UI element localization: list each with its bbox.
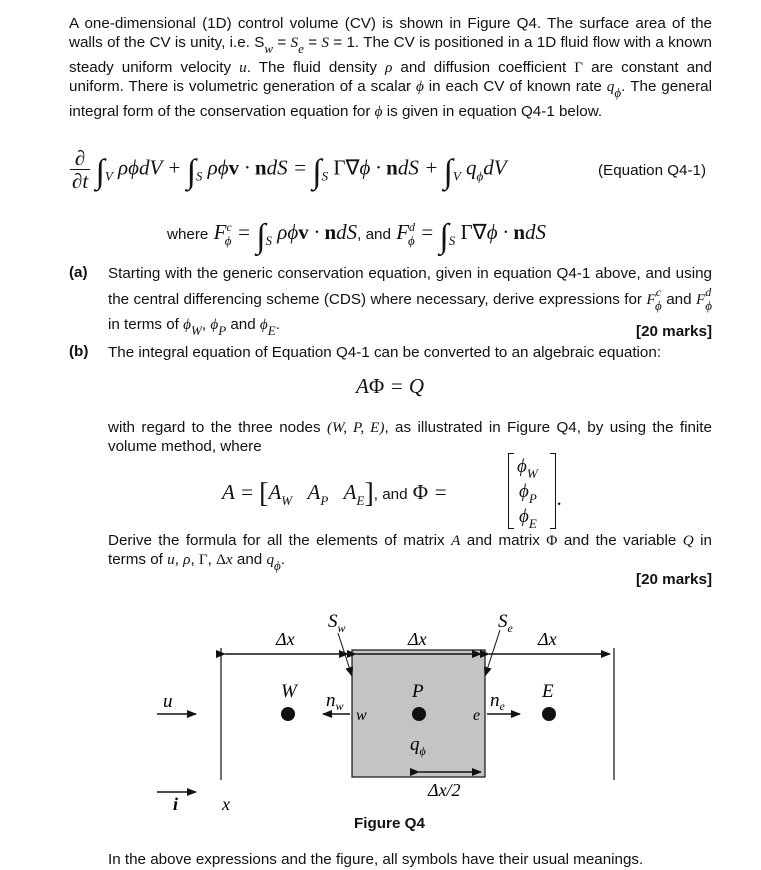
- velocity-label: u: [163, 691, 173, 712]
- node-p-label: P: [412, 681, 424, 702]
- dx-left-label: Δx: [276, 629, 295, 649]
- source-label: $q_\phi$: [410, 734, 426, 758]
- dx-right-label: Δx: [538, 629, 557, 649]
- part-b-derive-text: Derive the formula for all the elements of matrix A and matrix Φ and the variable Q in terms of u, ρ, Γ, Δx and qϕ.: [108, 532, 712, 573]
- part-b-nodes-text: with regard to the three nodes (W, P, E), as illustrated in Figure Q4, by using the finite volume method, where: [108, 419, 712, 455]
- algebraic-equation: AΦ = Q: [356, 374, 425, 398]
- figure-q4: [0, 600, 761, 840]
- footer-note: In the above expressions and the figure, all symbols have their usual meanings.: [108, 851, 644, 868]
- half-dx-label: Δx/2: [428, 780, 461, 800]
- equation-label: (Equation Q4-1): [598, 162, 707, 179]
- unit-vector-label: i: [173, 794, 179, 814]
- part-b-label: (b): [69, 343, 89, 360]
- node-w-label: W: [281, 681, 297, 702]
- part-b-marks: [20 marks]: [636, 571, 712, 588]
- part-a-label: (a): [69, 264, 88, 281]
- node-p: [412, 707, 426, 721]
- x-axis-label: x: [222, 794, 230, 814]
- se-label: $S_e$: [498, 611, 513, 635]
- part-b-text: The integral equation of Equation Q4-1 can be converted to an algebraic equation:: [108, 344, 662, 361]
- phi-vector: $\phi_W$ $\phi_P$ $\phi_E$: [508, 453, 556, 529]
- normal-w-label: $n_w$: [326, 690, 344, 713]
- normal-e-label: $n_e$: [490, 690, 505, 713]
- part-a-text: Starting with the generic conservation equation, given in equation Q4-1 above, and using the central differencing scheme (CDS) where necessary, derive expressions for $F^c\phi$ and $F^d\phi$ in terms of ϕW, ϕP and ϕE.: [108, 265, 712, 338]
- figure-caption: Figure Q4: [354, 815, 425, 832]
- intro-paragraph: A one-dimensional (1D) control volume (CV) is shown in Figure Q4. The surface area of the walls of the CV is unity, i.e. Sw = Se = S = 1. The CV is positioned in a 1D fluid flow with a known steady uniform velocity u. The fluid density ρ and diffusion coefficient Γ are constant and uniform. There is volumetric generation of a scalar ϕ in each CV of known rate qϕ. The general integral form of the conservation equation for ϕ is given in equation Q4-1 below.: [69, 15, 712, 120]
- flux-definitions: where $F^c_\phi = \int_S$ ρϕv · ndS, and $F^d_\phi = \int_S$ Γ∇ϕ · ndS: [167, 218, 547, 255]
- face-e-label: e: [473, 707, 481, 724]
- node-w: [281, 707, 295, 721]
- equation-q4-1: ∂ ∂t $\int_V$ $\rho\phi dV + \int_S$ ρϕv · ndS = $\int_S$ Γ∇ϕ · ndS + $\int_V$ $q_\phi dV$: [72, 146, 507, 193]
- face-w-label: w: [356, 707, 367, 724]
- part-a-marks: [20 marks]: [636, 323, 712, 340]
- sw-label: $S_w$: [328, 611, 346, 635]
- node-e-label: E: [542, 681, 554, 702]
- dx-center-label: Δx: [408, 629, 427, 649]
- node-e: [542, 707, 556, 721]
- matrix-definitions: $A = [A_W$ $A_P$ $A_E$], and Φ =: [222, 478, 448, 509]
